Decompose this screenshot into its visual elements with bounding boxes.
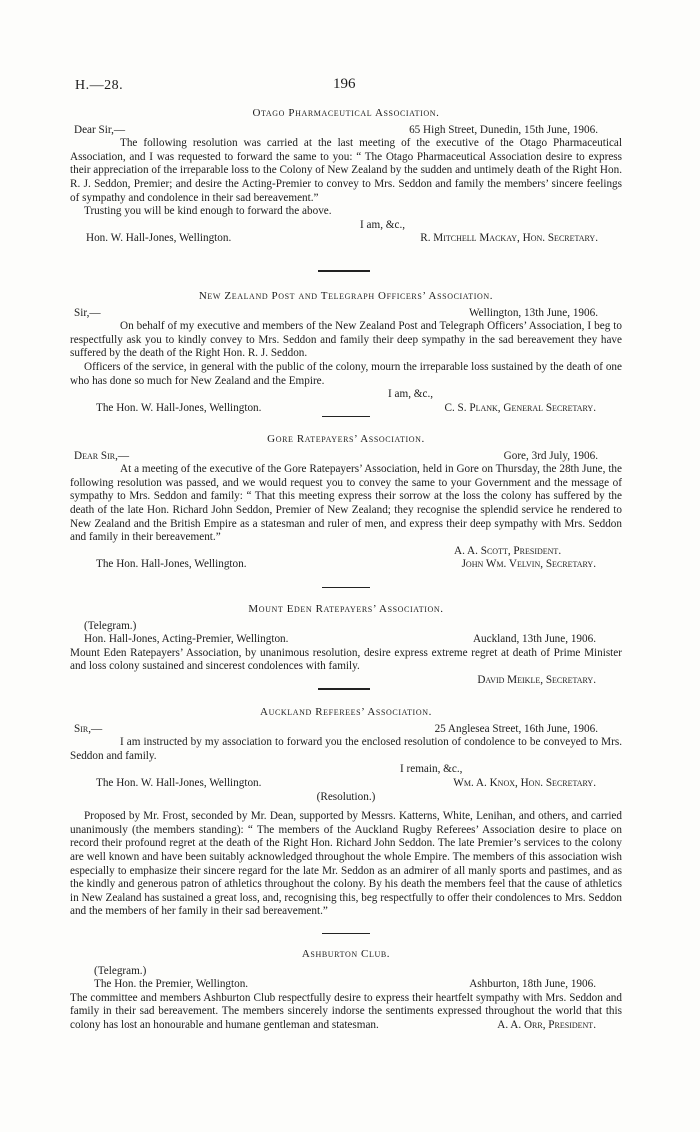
sender-address: Gore, 3rd July, 1906. [503,449,598,462]
letter-nz-post-telegraph [70,290,622,415]
letter-body: At a meeting of the executive of the Gore Ratepayers’ Association, held in Gore on Thursday, the 28th June, the following resolution was passed, and we would request you to convey the same to your Government and the message of sympathy to Mrs. Seddon and family: “ That this meeting express their sorrow at the loss the colony has suffered by the death of the late Hon. Richard John Seddon, Premier of New Zealand; they recognise the splendid service he rendered to New Zealand and the British Empire as a statesman and ruler of men, and express their deep sympathy with Mrs. Seddon and family in their bereavement.” [70,463,622,544]
telegram-label: (Telegram.) [84,619,137,632]
recipient: Hon. Hall-Jones, Acting-Premier, Wellington. [84,633,289,646]
salutation: Sir,— [74,722,103,735]
letter-gore-ratepayers [70,433,622,572]
salutation: Dear Sir,— [74,123,126,136]
telegram-label: (Telegram.) [94,964,147,977]
page-number: 196 [333,76,356,92]
resolution-text: Proposed by Mr. Frost, seconded by Mr. Dean, supported by Messrs. Katterns, White, Lenihan, and others, and carried unanimously (the members standing): “ The members of the Auckland Rugby Referees’ Association desire to place on record their profound regret at the death of the Right Hon. Richard John Seddon. The late Premier’s services to the colony are well known and have been suitably acknowledged throughout the whole Empire. The members of this association wish especially to emphasize their sincere regard for the late Mr. Seddon as an admirer of all manly sports and pastimes, and as the kindly and generous patron of athletics throughout the colony. By his death the members feel that the cause of athletics in New Zealand has sustained a great loss, and, recognising this, beg respectfully to offer their condolences to Mrs. Seddon and the members of her family in their sad bereavement.” [70,810,622,918]
recipient: Hon. W. Hall-Jones, Wellington. [86,232,232,245]
section-title: Otago Pharmaceutical Association. [252,107,440,119]
section-divider [322,933,370,934]
resolution-label: (Resolution.) [316,790,376,803]
section-title: Ashburton Club. [301,948,391,960]
telegram-mount-eden-ratepayers [70,603,622,688]
section-title: Auckland Referees’ Association. [260,706,432,718]
signature: A. A. Orr, President. [497,1018,596,1031]
recipient: The Hon. W. Hall-Jones, Wellington. [96,776,262,789]
signature-president: A. A. Scott, President. [454,544,562,557]
letter-otago-pharmaceutical [70,107,622,246]
sender-address: Auckland, 13th June, 1906. [472,633,596,646]
sender-address: 65 High Street, Dunedin, 15th June, 1906. [409,123,598,136]
salutation: Dear Sir,— [74,449,130,462]
parliamentary-paper-reference: H.—28. [75,78,124,93]
signature: David Meikle, Secretary. [477,673,596,686]
sender-address: Ashburton, 18th June, 1906. [469,978,596,991]
signature: Wm. A. Knox, Hon. Secretary. [453,776,596,789]
signature-secretary: John Wm. Velvin, Secretary. [461,558,596,571]
closing: I remain, &c., [400,763,463,776]
letter-body: I am instructed by my association to forward you the enclosed resolution of condolence to be conveyed to Mrs. Seddon and family. [70,736,622,762]
telegram-body: Mount Eden Ratepayers’ Association, by unanimous resolution, desire express extreme regret at death of Prime Minister and loss colony sustained and sincerest condolences with family. [70,646,622,673]
section-title: Gore Ratepayers’ Association. [267,433,425,445]
recipient: The Hon. Hall-Jones, Wellington. [96,558,247,571]
letter-request: Trusting you will be kind enough to forward the above. [84,205,332,218]
closing: I am, &c., [360,218,406,231]
letter-body: The following resolution was carried at the last meeting of the executive of the Otago Pharmaceutical Association, and I was requested to forward the same to you: “ The Otago Pharmaceutical Association desire to express their appreciation of the irreparable loss to the Colony of New Zealand by the sudden and untimely death of the Right Hon. R. J. Seddon, Premier; and desire the Acting-Premier to convey to Mrs. Seddon and family the members’ sincere feelings of sympathy and condolence in their sad bereavement.” [70,137,622,204]
signature: C. S. Plank, General Secretary. [444,401,596,414]
recipient: The Hon. the Premier, Wellington. [94,978,249,991]
sender-address: Wellington, 13th June, 1906. [469,306,598,319]
telegram-body: The committee and members Ashburton Club respectfully desire to express their heartfelt sympathy with Mrs. Seddon and family in their sad bereavement. The members sincerely indorse the sentiments expressed throughout the world that this colony has lost an honourable and humane gentleman and statesman. [70,991,622,1031]
letter-auckland-referees [70,706,622,919]
letter-body: On behalf of my executive and members of the New Zealand Post and Telegraph Officers’ Association, I beg to respectfully ask you to kindly convey to Mrs. Seddon and family their deep sympathy in the sad bereavement they have suffered by the death of the Right Hon. R. J. Seddon. [70,320,622,360]
signature: R. Mitchell Mackay, Hon. Secretary. [420,232,598,245]
section-divider [318,688,370,690]
section-divider [318,270,370,272]
sender-address: 25 Anglesea Street, 16th June, 1906. [434,722,598,735]
section-divider [322,587,370,588]
closing: I am, &c., [388,388,434,401]
section-divider [322,416,370,417]
section-title: Mount Eden Ratepayers’ Association. [248,603,444,615]
telegram-ashburton-club [70,948,622,1033]
letter-body-continued: Officers of the service, in general with the public of the colony, mourn the irreparable loss sustained by the death of one who has done so much for New Zealand and the Empire. [70,360,622,387]
recipient: The Hon. W. Hall-Jones, Wellington. [96,401,262,414]
section-title: New Zealand Post and Telegraph Officers’ Association. [198,290,494,302]
salutation: Sir,— [74,306,101,319]
